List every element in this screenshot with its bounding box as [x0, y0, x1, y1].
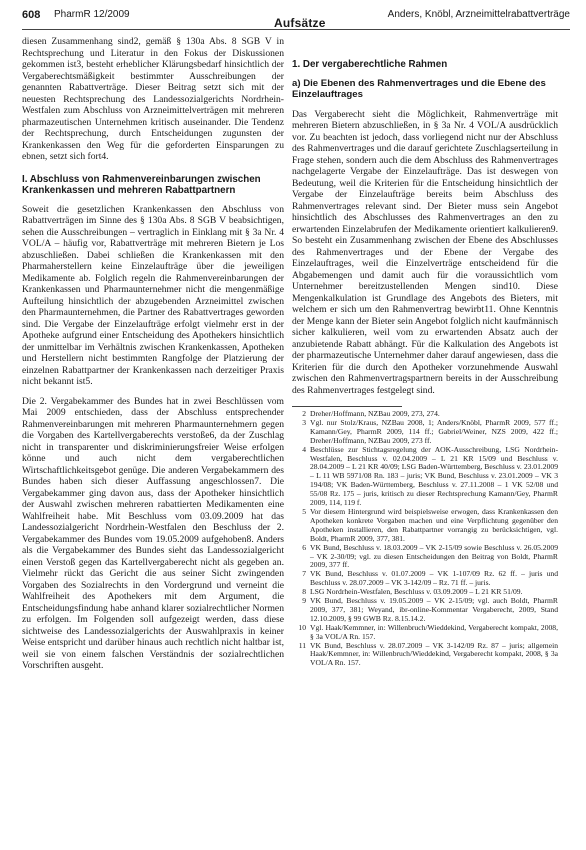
footnote: 9 VK Bund, Beschluss v. 19.05.2009 – VK 2-15/09; vgl. auch Boldt, PharmR 2009, 377, 381; Weyand, ibr-online-Kommentar Vergaberecht, 2009, Stand 12.10.2009, § 99 GWB Rz. 8.15.14.2.: [302, 596, 558, 623]
paragraph: Die 2. Vergabekammer des Bundes hat in zwei Beschlüssen vom Mai 2009 entschieden, dass der Abschluss entsprechender Rahmenvereinbarungen mit mehreren Pharmaunternehmern gegen die Vorgaben des Kartellvergaberechts verstoße6, da der Zuschlag nicht in transparenter und diskriminierungsfreier Weise erfolgen könne und auch nicht dem vergaberechtlichen Wirtschaftlichkeitsgebot genüge. Die anderen Vergabekammern des Bundes haben sich dieser Auffassung angeschlossen7. Die Vergabekammer ging davon aus, dass der Apotheker hinsichtlich der Auswahl zwischen mehreren rabattierten Medikamenten eine Wahlfreiheit habe. Mit Beschluss vom 03.09.2009 hat das Landessozialgericht Nordrhein-Westfalen den Beschluss der 2. Vergabekammer des Bundes vom 19.05.2009 aufgehoben8. Anders als die Vergabekammer des Bundes sieht das Landessozialgericht einen Verstoß gegen das Kartellvergaberecht nicht als gegeben an. Vielmehr rückt das Gericht die aus seiner Sicht zwingenden Vorgaben des Sozialrechts in den Vordergrund und verneint die Wahlfreiheit des Apothekers mit dem Argument, die Entscheidungsfindung habe anhand klarer sozialrechtlicher Normen zu erfolgen. Im Folgenden soll aufgezeigt werden, dass diese sichtweise des Landessozialgerichts der Auswahlpraxis in keiner Weise entspricht und darüber hinaus auch rechtlich nicht haltbar ist, weil sie von einem falschen Verständnis der sozialrechtlichen Vorschriften ausgeht.: [22, 395, 284, 671]
section-heading: 1. Der vergaberechtliche Rahmen: [292, 59, 448, 70]
page-number: 608: [22, 9, 41, 21]
footnote: 8 LSG Nordrhein-Westfalen, Beschluss v. 03.09.2009 – L 21 KR 51/09.: [302, 587, 523, 597]
journal-name: PharmR 12/2009: [54, 9, 130, 20]
footnote: 5 Vor diesem Hintergrund wird beispielsweise erwogen, dass Krankenkassen den Apotheken konkrete Vorgaben machen und eine Verpflichtung gegenüber den Apotheken installieren, den Rabattpartner vorrangig zu berücksichtigen, vgl. Boldt, PharmR 2009, 377, 381.: [302, 506, 558, 543]
footnote: 2 Dreher/Hoffmann, NZBau 2009, 273, 274.: [302, 409, 440, 418]
section-title: Aufsätze: [274, 16, 326, 30]
header-rule: [22, 29, 570, 30]
footnote: 3 Vgl. nur Stolz/Kraus, NZBau 2008, 1; Anders/Knöbl, PharmR 2009, 577 ff.; Kamann/Gey, PharmR 2009, 114 ff.; Gabriel/Weiner, NZS 2009, 422 ff.; Dreher/Hoffmann, NZBau 2009, 273 ff.: [302, 417, 558, 445]
footnotes: [292, 410, 558, 668]
footnote: 4 Beschlüsse zur Stichtagsregelung der AOK-Ausschreibung, LSG Nordrhein-Westfalen, Beschluss v. 02.04.2009 – L 21 KR 15/09 und Beschluss v. 28.04.2009 – L 21 KR 40/09; LSG Baden-Württemberg, Beschluss v. 23.01.2009 – L 11 WB 5971/08 Rn. 183 – juris; VK Bund, Beschluss v. 23.01.2009 – VK 3 194/08; VK Baden-Württemberg, Beschluss v. 27.11.2008 – 1 VK 52/08 und 55/08 Rz. 175 – juris, kritisch zu dieser Rechtsprechung Kamann/Gey, PharmR 2009, 114, 119 f.: [302, 444, 558, 508]
footnote: 11 VK Bund, Beschluss v. 28.07.2009 – VK 3-142/09 Rz. 87 – juris; allgemein Haak/Kemmner, in: Willenbruch/Wieddekind, Vergaberecht kompakt, 2008, § 3a VOL/A Rn. 157.: [298, 640, 558, 668]
paragraph: Soweit die gesetzlichen Krankenkassen den Abschluss von Rabattverträgen im Sinne des § 130a Abs. 8 SGB V beabsichtigen, sehen die Ausschreibungen – vertraglich in Einklang mit § 3a Nr. 4 VOL/A – häufig vor, Rabattverträge mit mehreren Bietern je Los abzuschließen. Dabei schließen die Krankenkassen mit den Pharmaherstellern keine Einzelaufträge über die jeweiligen Medikamente ab. Folglich regeln die Rahmenvereinbarungen der Krankenkassen und Pharmaunternehmer nicht die mengenmäßige Aufteilung hinsichtlich der abzugebenden Arzneimittel zwischen den Pharmaunternehmen, die Partner des Rabattvertrages geworden sind. Die Vergabe der Einzelaufträge erfolgt vielmehr erst in der Apotheke aufgrund einer Entscheidung des Apothekers hinsichtlich der unmittelbar im Verhältnis zwischen Krankenkassen, Apotheken und Herstellern nicht bestimmten Rangfolge der Platzierung der einzelnen Rabattpartner der Krankenkassen nach derzeitiger Praxis nicht bekannt ist5.: [22, 203, 284, 387]
footnote-rule: [292, 406, 402, 407]
right-column: [292, 36, 558, 668]
footnote: 10 Vgl. Haak/Kemmner, in: Willenbruch/Wieddekind, Vergaberecht kompakt, 2008, § 3a VOL/A Rn. 157.: [298, 622, 558, 641]
paragraph: Das Vergaberecht sieht die Möglichkeit, Rahmenverträge mit mehreren Bietern abzuschließen, in § 3a Nr. 4 VOL/A ausdrücklich vor. Zu beachten ist jedoch, dass vorliegend nicht nur der Abschluss des Rahmenvertrages und die darauf gerichtete Zuschlagserteilung in Frage stehen, sondern auch die dem Abschluss des Rahmenvertrages nachgelagerte Vergabe der Einzelaufträge. Das ist deswegen von Bedeutung, weil die Kriterien für die Entscheidung hinsichtlich der Vergabe der Einzelaufträge bereits beim Abschluss des Rahmenvertrages relevant sind. Der Bieter muss sein Angebot hinsichtlich des Abschlusses des Rahmenvertrages an den zu erwartenden Einzelabrufen der Medikamente orientiert kalkulieren9. So besteht ein Zusammenhang zwischen der Ebene des Abschlusses des Rahmenvertrages und der Ebene der Vergabe des Einzelauftrages, weil die Einzelverträge entscheidend für die Abgabemengen und damit auch für die voraussichtlich vom Unternehmer bereitzustellenden Mengen sind10. Diese Mengenkalkulation ist Grundlage des Angebots des Bieters, mit welchem er sich um den Rahmenvertrag bewirbt11. Ohne Kenntnis der Menge kann der Bieter sein Angebot folglich nicht kaufmännisch sicher kalkulieren, weil vom zu erwartenden Absatz auch der anzubietende Rabatt abhängt. Für die Kalkulation des Angebots ist der pharmazeutische Unternehmer daher darauf angewiesen, dass die Kriterien für die durch den Apotheker vorzunehmende Auswahl zwischen den Rahmenvertragspartnern bereits in der Ausschreibung des Rahmenvertrages festgelegt sind.: [292, 108, 558, 396]
running-header: [22, 5, 570, 35]
paragraph: diesen Zusammenhang sind2, gemäß § 130a Abs. 8 SGB V in Rechtsprechung und Literatur in den Fokus der Diskussionen gekommen ist3, besteht erheblicher Klärungsbedarf hinsichtlich der Vergaberechtsmäßigkeit bestimmter Ausschreibungen der genannten Rabattverträge. Dieser Beitrag setzt sich mit der neuesten Rechtsprechung des Landessozialgerichts Nordrhein-Westfalen zum Abschluss von Arzneimittelverträgen mit mehreren pharmazeutischen Unternehmen kritisch auseinander. Die Tendenz der Rechtsprechung, durch Entscheidungen zugunsten der Krankenkassen den Weg für die geforderten Einsparungen zu ebnen, setzt sich fort4.: [22, 36, 284, 162]
footnote: 6 VK Bund, Beschluss v. 18.03.2009 – VK 2-15/09 sowie Beschluss v. 26.05.2009 – VK 2-30/09; vgl. zu diesen Entscheidungen den Beitrag von Boldt, PharmR 2009, 377 ff.: [302, 542, 558, 570]
subsection-heading: a) Die Ebenen des Rahmenvertrages und die Ebene des Einzelauftrages: [292, 77, 546, 100]
footnote: 7 VK Bund, Beschluss v. 01.07.2009 – VK 1-107/09 Rz. 62 ff. – juris und Beschluss v. 28.07.2009 – VK 3-142/09 – Rz. 71 ff. – juris.: [302, 569, 558, 588]
section-heading: I. Abschluss von Rahmenvereinbarungen zwischen Krankenkassen und mehreren Rabattpartnern: [22, 173, 261, 196]
left-column: [22, 36, 284, 680]
running-author-title: Anders, Knöbl, Arzneimittelrabattverträge: [387, 9, 570, 20]
